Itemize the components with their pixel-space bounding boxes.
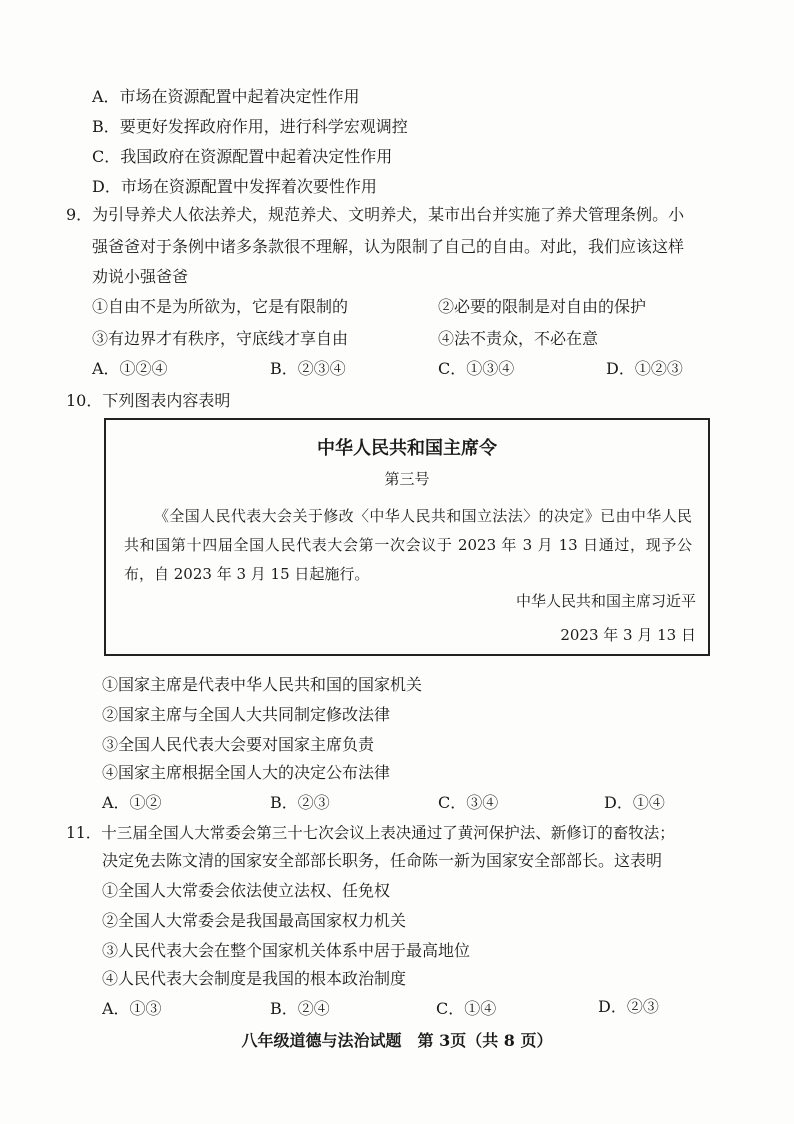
q9-stem-line-1: 9．为引导养犬人依法养犬，规范养犬、文明养犬，某市出台并实施了养犬管理条例。小 (66, 205, 685, 224)
q9-stem-line-3: 劝说小强爸爸 (92, 267, 189, 286)
q9-statement-3: ③有边界才有秩序，守底线才享自由 (92, 329, 349, 348)
q8-option-c: C．我国政府在资源配置中起着决定性作用 (92, 147, 393, 166)
q9-statement-2: ②必要的限制是对自由的保护 (438, 297, 647, 316)
q11-choice-d: D．②③ (598, 997, 659, 1016)
q10-stem: 10．下列图表内容表明 (66, 391, 231, 410)
q11-statement-1: ①全国人大常委会依法使立法权、任免权 (102, 881, 391, 900)
q8-option-a: A．市场在资源配置中起着决定性作用 (92, 87, 360, 106)
q11-choice-a: A．①③ (102, 999, 162, 1018)
q11-choice-c: C．①④ (436, 999, 497, 1018)
q11-stem-line-2: 决定免去陈文清的国家安全部部长职务，任命陈一新为国家安全部部长。这表明 (102, 851, 663, 870)
q9-stem-line-2: 强爸爸对于条例中诸多条款很不理解，认为限制了自己的自由。对此，我们应该这样 (92, 237, 685, 256)
page-footer: 八年级道德与法治试题 第 3页（共 8 页） (241, 1031, 553, 1050)
q8-option-d: D．市场在资源配置中发挥着次要性作用 (92, 177, 377, 196)
q10-choice-d: D．①④ (604, 793, 665, 812)
decree-signature: 中华人民共和国主席习近平 (515, 592, 696, 610)
q10-statement-3: ③全国人民代表大会要对国家主席负责 (102, 735, 375, 754)
q9-choice-a: A．①②④ (92, 359, 168, 378)
q9-choice-c: C．①③④ (438, 359, 515, 378)
decree-date: 2023 年 3 月 13 日 (560, 626, 696, 644)
q10-choice-a: A．①② (102, 793, 162, 812)
q10-statement-4: ④国家主席根据全国人大的决定公布法律 (102, 763, 391, 782)
q10-choice-c: C．③④ (438, 793, 499, 812)
decree-body: 《全国人民代表大会关于修改〈中华人民共和国立法法〉的决定》已由中华人民共和国第十四届全国人民代表大会第一次会议于 2023 年 3 月 13 日通过，现予公布，自 2023 年 3 月 15 日起施行。 (124, 507, 692, 583)
decree-title: 中华人民共和国主席令 (317, 438, 497, 459)
q10-statement-2: ②国家主席与全国人大共同制定修改法律 (102, 705, 391, 724)
q9-statement-1: ①自由不是为所欲为，它是有限制的 (92, 297, 349, 316)
presidential-decree-box (104, 418, 710, 656)
q9-choice-b: B．②③④ (270, 359, 346, 378)
q9-statement-4: ④法不责众，不必在意 (438, 329, 599, 348)
q11-statement-4: ④人民代表大会制度是我国的根本政治制度 (102, 969, 407, 988)
decree-number: 第三号 (384, 470, 430, 488)
q11-stem-line-1: 11．十三届全国人大常委会第三十七次会议上表决通过了黄河保护法、新修订的畜牧法； (66, 824, 675, 842)
q10-statement-1: ①国家主席是代表中华人民共和国的国家机关 (102, 675, 423, 694)
q8-option-b: B．要更好发挥政府作用，进行科学宏观调控 (92, 117, 408, 136)
q11-statement-3: ③人民代表大会在整个国家机关体系中居于最高地位 (102, 941, 471, 960)
q11-statement-2: ②全国人大常委会是我国最高国家权力机关 (102, 911, 407, 930)
q10-choice-b: B．②③ (270, 793, 330, 812)
q9-choice-d: D．①②③ (606, 359, 683, 378)
q11-choice-b: B．②④ (270, 999, 330, 1018)
